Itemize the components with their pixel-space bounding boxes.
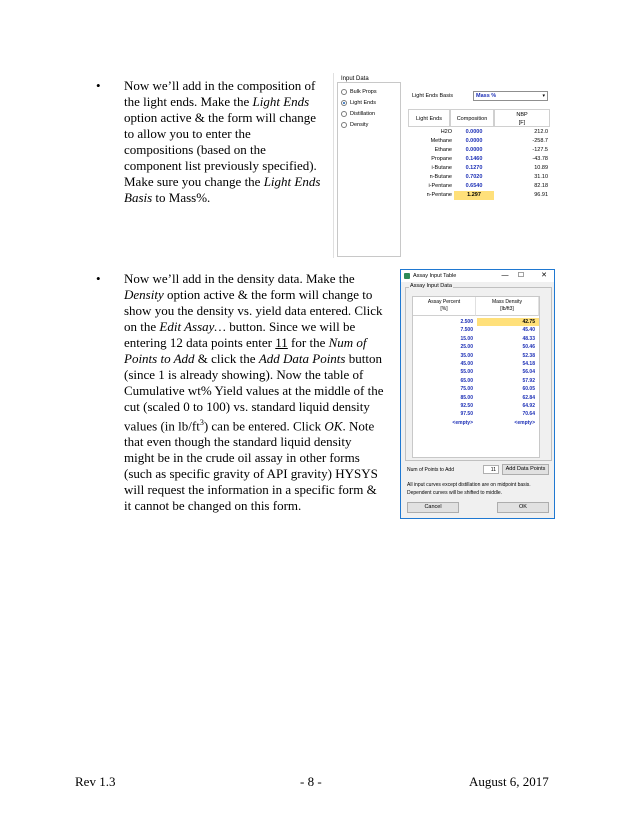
nbp-cell: 212.0 — [534, 129, 548, 135]
radio-density[interactable] — [341, 122, 368, 128]
table-row — [413, 360, 539, 368]
radio-circle[interactable] — [341, 100, 347, 106]
mass-density-cell[interactable]: 48.33 — [522, 335, 535, 342]
footer-revision: Rev 1.3 — [75, 774, 116, 789]
light-ends-basis-select[interactable] — [473, 91, 548, 101]
paragraph-line — [124, 319, 383, 335]
assay-percent-cell[interactable]: 45.00 — [460, 361, 473, 367]
composition-cell[interactable]: 0.7020 — [465, 174, 483, 180]
composition-cell[interactable]: 0.0000 — [465, 138, 483, 144]
table-row — [408, 128, 550, 137]
component-name: n-Butane — [429, 174, 452, 180]
assay-percent-cell[interactable]: 92.50 — [460, 403, 473, 409]
composition-cell[interactable]: 0.0000 — [465, 147, 483, 153]
assay-percent-cell[interactable]: 75.00 — [460, 386, 473, 393]
text-run: compositions (based on the — [124, 142, 266, 157]
paragraph-line — [124, 335, 383, 351]
mass-density-cell[interactable]: 42.75 — [477, 318, 539, 326]
col-header-assay-percent: Assay Percent [%] — [413, 297, 476, 316]
paragraph-line — [124, 383, 383, 399]
assay-table — [412, 296, 540, 458]
text-run: values (in lb/ft — [124, 418, 200, 434]
paragraph-line — [124, 434, 383, 450]
mass-density-cell[interactable]: 64.92 — [522, 403, 535, 409]
nbp-cell: 82.18 — [534, 183, 548, 189]
paragraph-line — [124, 110, 320, 126]
text-run: Cumulative wt% Yield values at the middle of the — [124, 383, 384, 398]
composition-cell[interactable]: 0.6540 — [465, 183, 483, 189]
ok-button[interactable]: OK — [497, 502, 549, 513]
num-points-label: Num of Points to Add — [407, 467, 454, 473]
text-run: Edit Assay… — [159, 319, 226, 334]
table-row — [408, 164, 550, 173]
assay-percent-cell[interactable]: 85.00 — [460, 394, 473, 401]
mass-density-cell[interactable]: 62.84 — [522, 394, 535, 401]
paragraph-line — [124, 399, 383, 415]
assay-input-data-title: Assay Input Data — [410, 283, 452, 289]
assay-percent-cell[interactable]: 15.00 — [460, 335, 473, 342]
radio-light-ends[interactable] — [341, 100, 376, 106]
col-header-mass-density: Mass Density [lb/ft3] — [476, 297, 539, 316]
paragraph-line — [124, 482, 383, 498]
table-row — [408, 191, 550, 200]
bullet-marker: • — [96, 271, 101, 286]
paragraph-line — [124, 466, 383, 482]
assay-input-window — [400, 269, 555, 519]
text-run: 11 — [275, 335, 288, 350]
assay-percent-cell[interactable]: 7.500 — [460, 327, 473, 334]
input-data-panel — [333, 73, 554, 258]
mass-density-cell[interactable]: 50.46 — [522, 344, 535, 351]
text-run: option active & the form will change to — [163, 287, 373, 302]
table-row — [413, 318, 539, 326]
mass-density-cell[interactable]: 54.18 — [522, 361, 535, 367]
text-run: cut (scaled 0 to 100) vs. standard liquid density — [124, 399, 370, 414]
composition-cell[interactable]: 1.297 — [454, 191, 494, 200]
text-run: Points to Add — [124, 351, 195, 366]
bullet-2-text — [124, 271, 383, 514]
component-name: i-Pentane — [428, 183, 452, 189]
table-row — [408, 182, 550, 191]
nbp-cell: -127.5 — [532, 147, 548, 153]
maximize-icon[interactable]: ☐ — [517, 272, 525, 279]
paragraph-line — [124, 174, 320, 190]
col-header-light-ends: Light Ends — [408, 109, 450, 127]
component-name: Propane — [431, 156, 452, 162]
add-data-points-button[interactable]: Add Data Points — [502, 464, 549, 475]
component-name: i-Butane — [431, 165, 452, 171]
text-run: option active & the form will change — [124, 110, 317, 125]
radio-circle[interactable] — [341, 111, 347, 117]
mass-density-cell[interactable]: 60.05 — [522, 386, 535, 393]
text-run: button. Since we will be — [225, 319, 356, 334]
num-points-input[interactable]: 11 — [483, 465, 499, 474]
table-row — [413, 343, 539, 351]
text-run: OK — [324, 418, 343, 434]
text-run: show you the density vs. yield data entered. Click — [124, 303, 383, 318]
radio-label: Density — [350, 122, 369, 128]
text-run: Basis — [124, 190, 153, 205]
col-header-nbp: NBP [F] — [494, 109, 550, 127]
text-run: (such as specific gravity of API gravity) HYSYS — [124, 466, 378, 482]
radio-label: Light Ends — [350, 100, 376, 106]
table-row — [413, 335, 539, 343]
text-run: component list previously specified). — [124, 158, 317, 173]
text-run: it cannot be changed on this form. — [124, 498, 302, 514]
mass-density-cell[interactable]: 70.64 — [522, 411, 535, 418]
text-run: 3 — [199, 418, 204, 427]
table-row — [413, 377, 539, 385]
text-run: Make sure you change the — [124, 174, 264, 189]
paragraph-line — [124, 303, 383, 319]
nbp-cell: -258.7 — [532, 138, 548, 144]
table-row — [413, 368, 539, 376]
cancel-button[interactable]: Cancel — [407, 502, 459, 513]
radio-label: Distillation — [350, 111, 376, 117]
nbp-cell: 10.89 — [534, 165, 548, 171]
text-run: will request the information in a specific form & — [124, 482, 377, 498]
assay-percent-cell[interactable]: 65.00 — [460, 377, 473, 384]
radio-bulk-props[interactable] — [341, 89, 377, 95]
text-run: Now we’ll add in the composition of — [124, 78, 316, 93]
radio-circle[interactable] — [341, 122, 347, 128]
table-row — [413, 419, 539, 427]
app-icon — [404, 273, 410, 279]
table-row — [408, 146, 550, 155]
text-run: to allow you to enter the — [124, 126, 251, 141]
text-run: to Mass%. — [152, 190, 211, 205]
paragraph-line — [124, 367, 383, 383]
composition-cell[interactable]: 0.1270 — [465, 165, 483, 171]
table-row — [413, 394, 539, 402]
assay-percent-cell[interactable]: 35.00 — [460, 352, 473, 359]
text-run: Density — [124, 287, 164, 302]
table-row — [408, 137, 550, 146]
input-data-group-title: Input Data — [341, 76, 369, 82]
paragraph-line — [124, 498, 383, 514]
assay-percent-cell[interactable]: 2.500 — [460, 319, 473, 325]
minimize-icon[interactable]: — — [501, 272, 509, 279]
table-row — [413, 410, 539, 418]
input-data-group — [337, 76, 401, 257]
text-run: Now we’ll add in the density data. Make the — [124, 271, 355, 286]
text-run: might be in the crude oil assay in other forms — [124, 450, 360, 466]
paragraph-line — [124, 351, 383, 367]
paragraph-line — [124, 415, 383, 434]
paragraph-line — [124, 158, 320, 174]
bullet-1-text — [124, 78, 320, 206]
light-ends-basis-label: Light Ends Basis — [412, 93, 453, 99]
table-row — [413, 326, 539, 334]
table-row — [413, 385, 539, 393]
footer-date: August 6, 2017 — [469, 774, 549, 789]
mass-density-cell[interactable]: 56.04 — [522, 369, 535, 376]
window-title: Assay Input Table — [413, 273, 457, 279]
text-run: the light ends. Make the — [124, 94, 253, 109]
table-row — [408, 173, 550, 182]
text-run: entering 12 data points enter — [124, 335, 276, 350]
text-run: (since 1 is already showing). Now the table of — [124, 367, 364, 382]
col-header-composition: Composition — [450, 109, 494, 127]
composition-cell[interactable]: 0.1460 — [465, 156, 483, 162]
nbp-cell: -43.78 — [532, 156, 548, 162]
table-row — [413, 352, 539, 360]
footer-page-number: - 8 - — [300, 774, 322, 789]
nbp-cell: 96.91 — [534, 192, 548, 198]
mass-density-cell[interactable]: <empty> — [514, 419, 535, 426]
nbp-cell: 31.10 — [534, 174, 548, 180]
component-name: Methane — [430, 138, 452, 144]
text-run: & click the — [194, 351, 259, 366]
text-run: ) can be entered. Click — [203, 418, 325, 434]
paragraph-line — [124, 287, 383, 303]
assay-percent-cell[interactable]: <empty> — [452, 419, 473, 426]
radio-circle[interactable] — [341, 89, 347, 95]
paragraph-line — [124, 126, 320, 142]
mass-density-cell[interactable]: 57.92 — [522, 377, 535, 384]
text-run: Light Ends — [263, 174, 321, 189]
window-titlebar — [401, 270, 554, 282]
chevron-down-icon: ▾ — [542, 93, 545, 99]
text-run: Light Ends — [252, 94, 310, 109]
assay-input-data-group — [405, 283, 552, 461]
paragraph-line — [124, 78, 320, 94]
radio-distillation[interactable] — [341, 111, 375, 117]
midpoint-note: All input curves except distillation are on midpoint basis. Dependent curves will be shifted to middle. — [407, 482, 531, 496]
mass-density-cell[interactable]: 45.40 — [522, 327, 535, 334]
text-run: for the — [287, 335, 329, 350]
bullet-2 — [96, 271, 396, 514]
composition-cell[interactable]: 0.0000 — [465, 129, 483, 135]
paragraph-line — [124, 190, 320, 206]
text-run: Num of — [328, 335, 367, 350]
text-run: button — [345, 351, 382, 366]
paragraph-line — [124, 142, 320, 158]
text-run: Add Data Points — [258, 351, 346, 366]
radio-label: Bulk Props — [350, 89, 377, 95]
mass-density-cell[interactable]: 52.38 — [522, 352, 535, 359]
component-name: H2O — [440, 129, 452, 135]
component-name: Ethane — [434, 147, 452, 153]
assay-percent-cell[interactable]: 97.50 — [460, 411, 473, 418]
text-run: . Note — [342, 418, 375, 434]
assay-percent-cell[interactable]: 25.00 — [460, 344, 473, 351]
paragraph-line — [124, 450, 383, 466]
component-name: n-Pentane — [426, 192, 452, 198]
text-run: on the — [124, 319, 160, 334]
assay-percent-cell[interactable]: 55.00 — [460, 369, 473, 376]
light-ends-basis-value: Mass % — [476, 93, 497, 99]
paragraph-line — [124, 94, 320, 110]
bullet-marker: • — [96, 78, 101, 93]
table-row — [408, 155, 550, 164]
table-row — [413, 402, 539, 410]
paragraph-line — [124, 271, 383, 287]
close-icon[interactable]: ✕ — [541, 272, 547, 279]
text-run: that even though the standard liquid density — [124, 434, 352, 450]
bullet-1 — [96, 78, 326, 208]
